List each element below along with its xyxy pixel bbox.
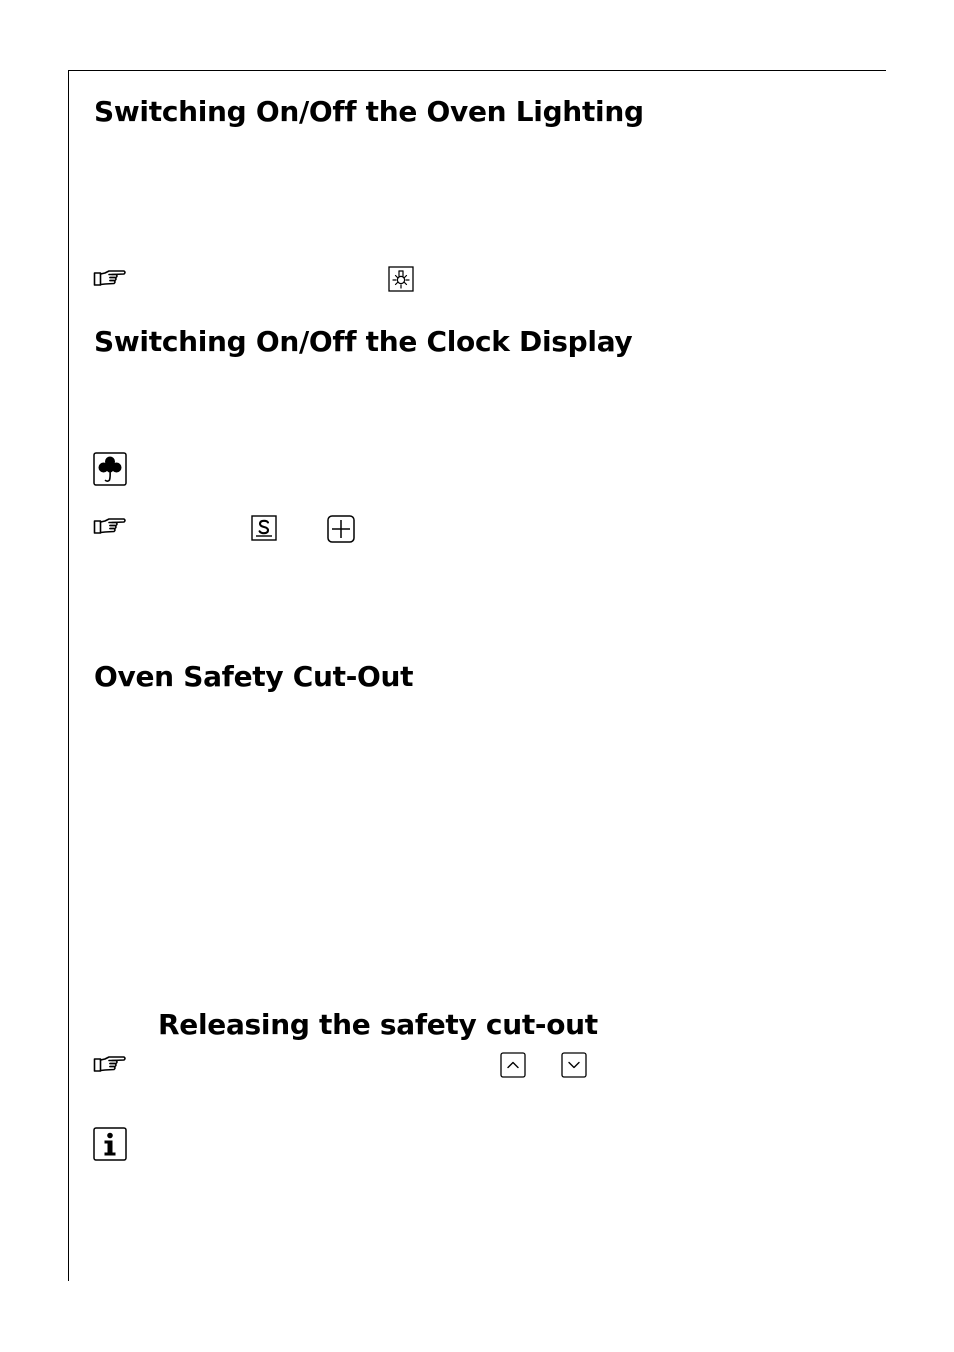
heading-oven-lighting: Switching On/Off the Oven Lighting: [94, 95, 644, 128]
info-icon: [93, 1127, 127, 1161]
top-rule: [68, 70, 886, 71]
arrow-up-icon[interactable]: [500, 1052, 526, 1078]
arrow-down-icon[interactable]: [561, 1052, 587, 1078]
plus-icon[interactable]: [327, 515, 355, 543]
clover-icon: [93, 452, 127, 486]
oven-light-icon[interactable]: [388, 266, 414, 292]
heading-safety-cut-out: Oven Safety Cut-Out: [94, 660, 414, 693]
left-rule: [68, 70, 69, 1281]
pointing-hand-icon: [93, 516, 127, 538]
heading-clock-display: Switching On/Off the Clock Display: [94, 325, 633, 358]
pointing-hand-icon: [93, 268, 127, 290]
selector-s-icon[interactable]: [251, 515, 277, 541]
pointing-hand-icon: [93, 1054, 127, 1076]
subheading-release-cut-out: Releasing the safety cut-out: [158, 1008, 598, 1041]
